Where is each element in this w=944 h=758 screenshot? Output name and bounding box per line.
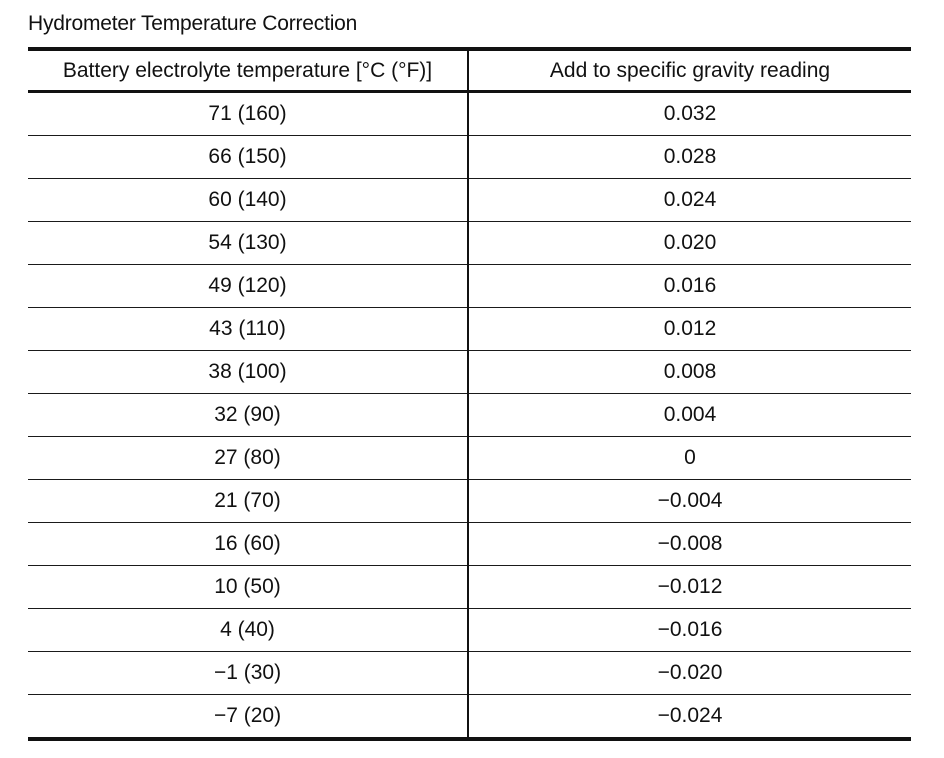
correction-table-container	[28, 47, 911, 741]
header-temperature: Battery electrolyte temperature [°C (°F)]	[28, 49, 468, 92]
table-title: Hydrometer Temperature Correction	[28, 12, 358, 35]
temperature-cell: −1 (30)	[28, 652, 468, 695]
correction-cell: −0.004	[468, 480, 911, 523]
temperature-cell: 60 (140)	[28, 179, 468, 222]
hydrometer-correction-table	[28, 47, 911, 741]
table-row	[28, 222, 911, 265]
correction-cell: 0.004	[468, 394, 911, 437]
correction-cell: −0.012	[468, 566, 911, 609]
correction-cell: 0.016	[468, 265, 911, 308]
temperature-cell: 27 (80)	[28, 437, 468, 480]
correction-cell: 0.020	[468, 222, 911, 265]
table-row	[28, 394, 911, 437]
header-row	[28, 49, 911, 92]
correction-cell: 0.032	[663, 102, 717, 125]
temperature-cell: 54 (130)	[28, 222, 468, 265]
temperature-cell: 49 (120)	[28, 265, 468, 308]
table-body	[28, 92, 911, 740]
correction-cell: −0.020	[468, 652, 911, 695]
table-header	[28, 49, 911, 92]
table-row	[28, 136, 911, 179]
temperature-cell: 66 (150)	[28, 136, 468, 179]
table-row	[28, 308, 911, 351]
table-row	[28, 652, 911, 695]
temperature-cell: 21 (70)	[28, 480, 468, 523]
temperature-cell: 10 (50)	[28, 566, 468, 609]
correction-cell: 0.028	[468, 136, 911, 179]
correction-cell: −0.024	[468, 695, 911, 740]
correction-cell: 0.012	[468, 308, 911, 351]
temperature-cell: −7 (20)	[28, 695, 468, 740]
table-row	[28, 92, 911, 136]
temperature-cell: 32 (90)	[28, 394, 468, 437]
table-row	[28, 695, 911, 740]
table-row	[28, 437, 911, 480]
table-row	[28, 523, 911, 566]
header-correction: Add to specific gravity reading	[549, 58, 831, 82]
table-row	[28, 480, 911, 523]
table-row	[28, 351, 911, 394]
correction-cell: 0	[468, 437, 911, 480]
table-row	[28, 265, 911, 308]
correction-cell: 0.024	[468, 179, 911, 222]
table-row	[28, 179, 911, 222]
correction-cell: 0.008	[468, 351, 911, 394]
table-row	[28, 566, 911, 609]
correction-cell: −0.008	[468, 523, 911, 566]
temperature-cell: 16 (60)	[28, 523, 468, 566]
correction-cell: −0.016	[468, 609, 911, 652]
temperature-cell: 4 (40)	[28, 609, 468, 652]
temperature-cell: 43 (110)	[28, 308, 468, 351]
temperature-cell: 38 (100)	[28, 351, 468, 394]
temperature-cell: 71 (160)	[28, 92, 468, 136]
table-row	[28, 609, 911, 652]
